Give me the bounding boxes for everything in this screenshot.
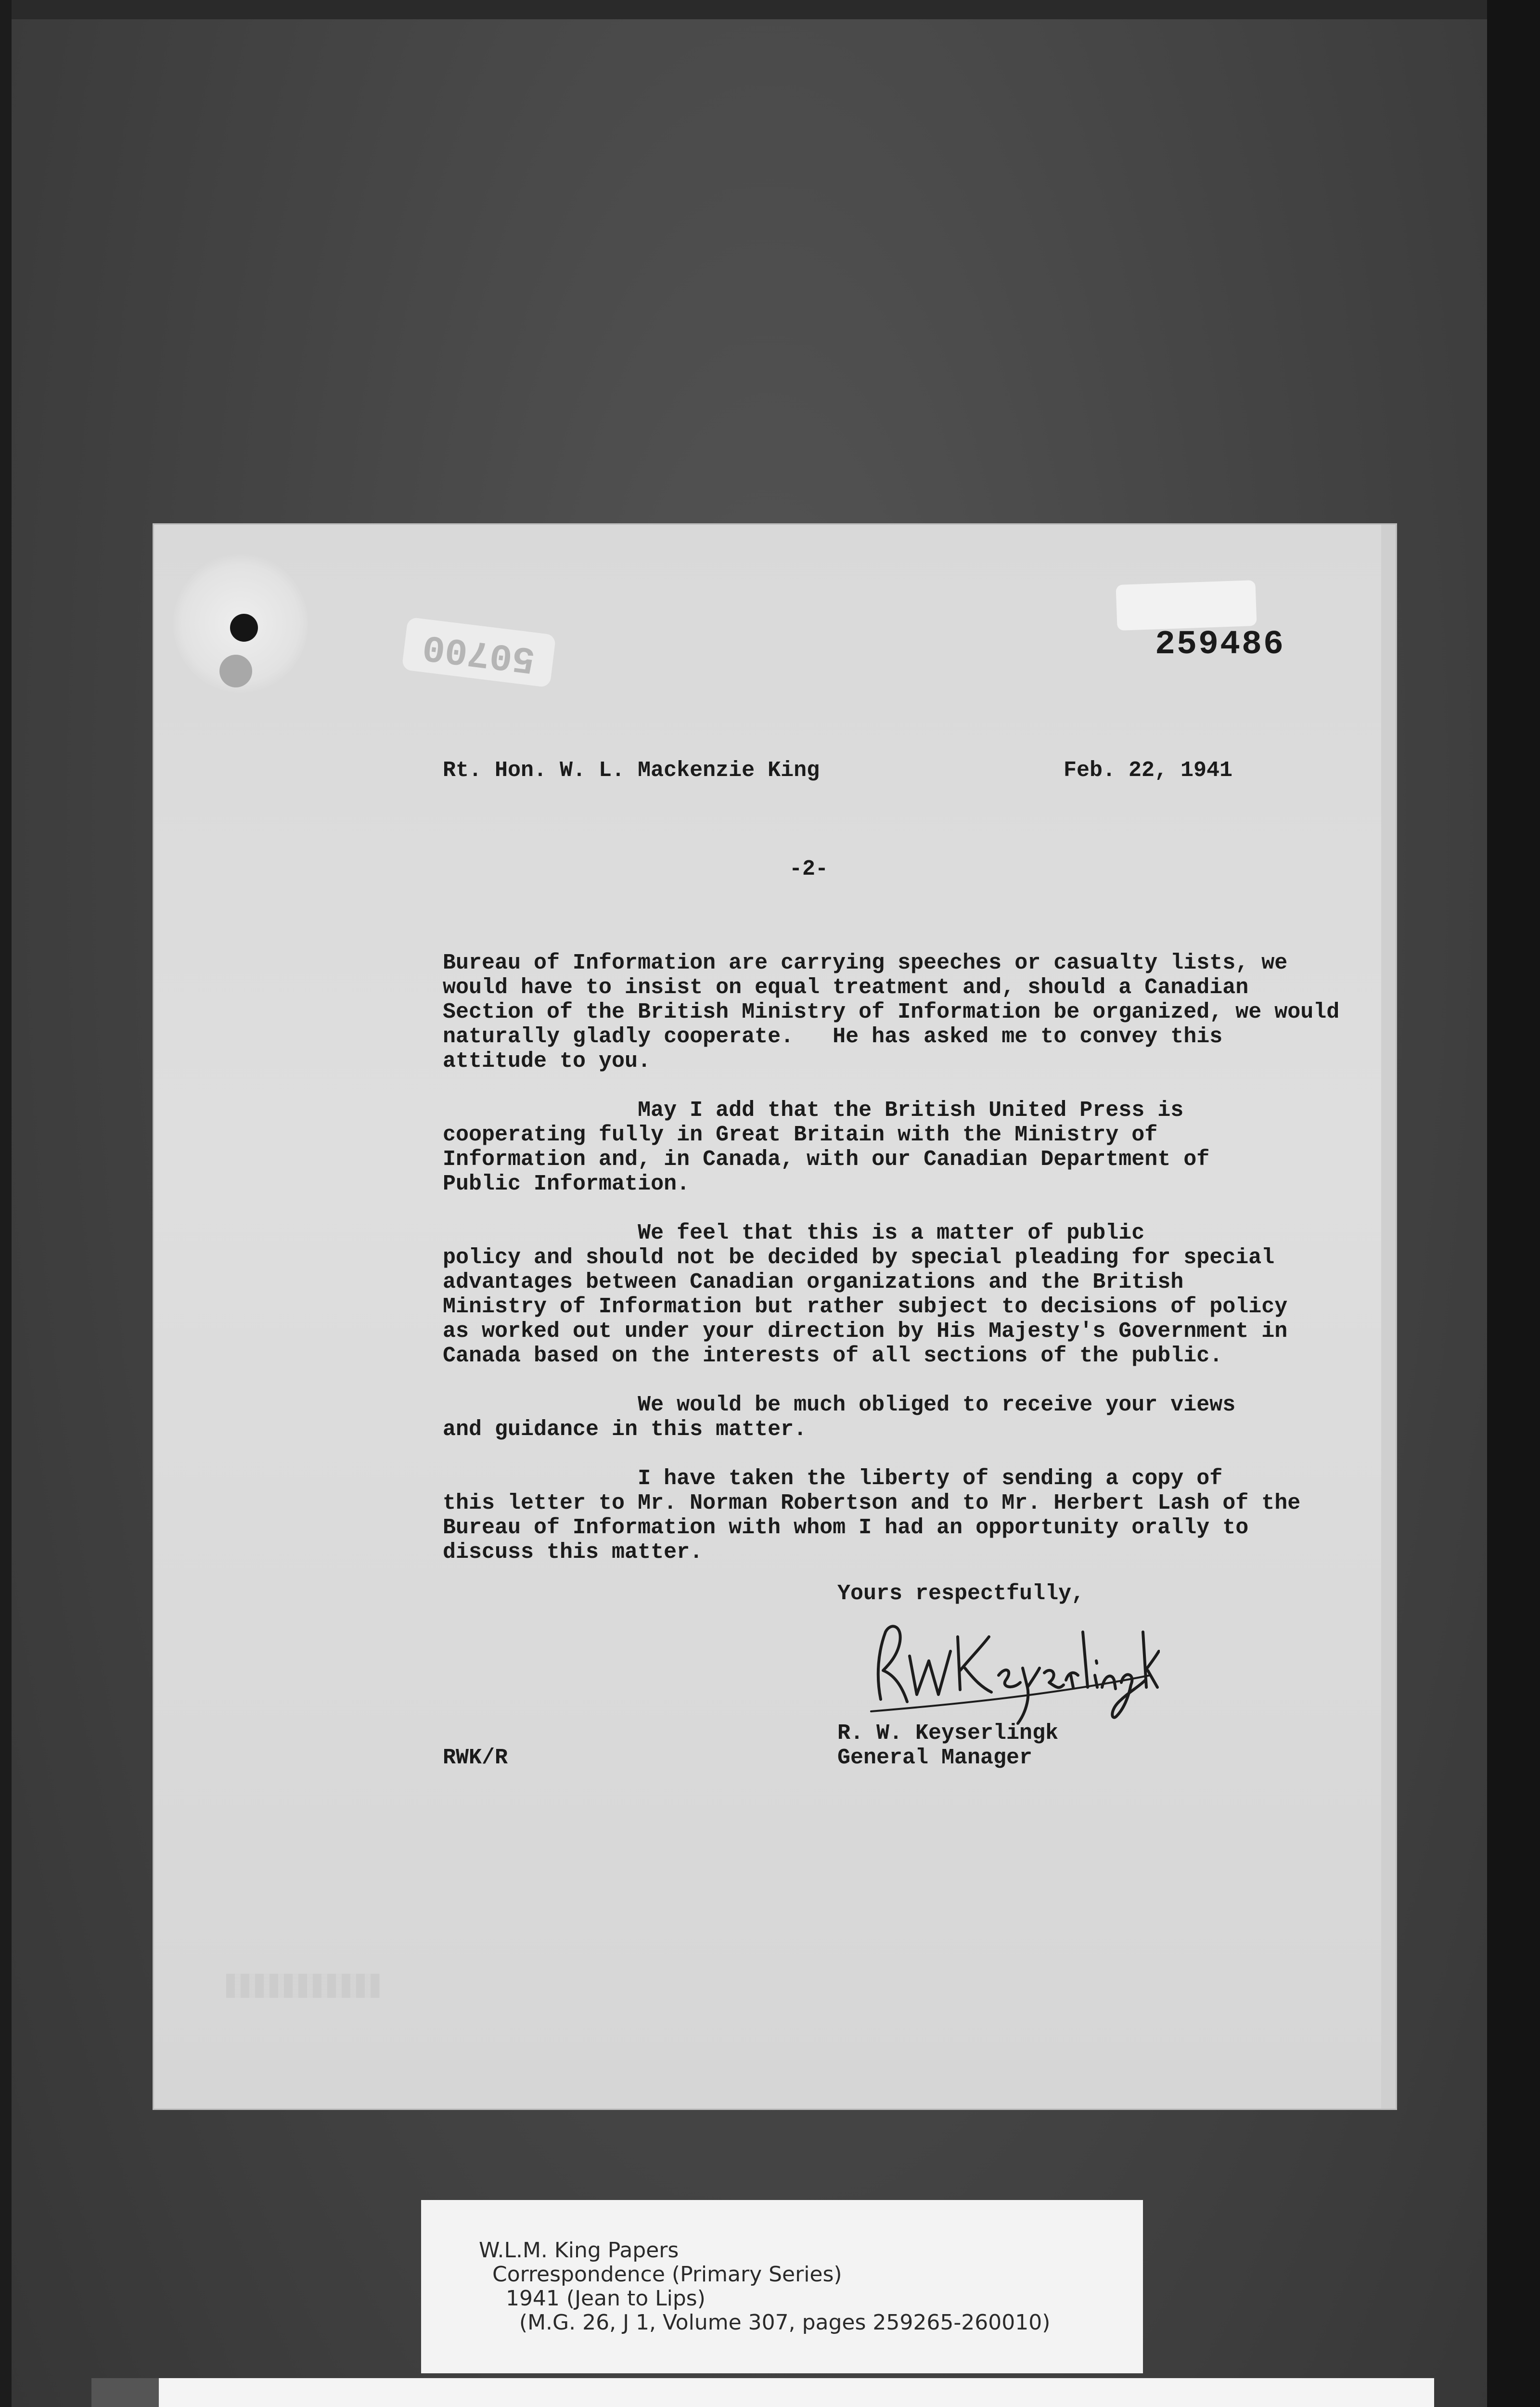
body-line: Bureau of Information are carrying speeches or casualty lists, we [443, 951, 1288, 975]
body-line: Public Information. [443, 1172, 690, 1196]
film-edge-right [1487, 0, 1540, 2407]
punch-hole-icon [230, 614, 258, 642]
file-stamp [401, 617, 556, 688]
body-line: Bureau of Information with whom I had an opportunity orally to [443, 1515, 1249, 1540]
signer-title: General Manager [837, 1746, 1033, 1770]
reference-line: Correspondence (Primary Series) [479, 2262, 842, 2287]
addressee: Rt. Hon. W. L. Mackenzie King [443, 758, 820, 783]
body-line: and guidance in this matter. [443, 1417, 807, 1442]
closing: Yours respectfully, [837, 1581, 1085, 1606]
body-line: Ministry of Information but rather subject to decisions of policy [443, 1294, 1288, 1319]
body-line: as worked out under your direction by His Majesty's Government in [443, 1319, 1288, 1344]
body-line: Section of the British Ministry of Information be organized, we would [443, 1000, 1340, 1024]
typist-initials: RWK/R [443, 1746, 508, 1770]
body-line: Canada based on the interests of all sections of the public. [443, 1344, 1223, 1368]
body-line: We would be much obliged to receive your views [443, 1393, 1236, 1417]
body-line: advantages between Canadian organizations and the British [443, 1270, 1184, 1294]
reference-card [421, 2200, 1143, 2373]
film-edge-left [0, 0, 12, 2407]
body-line: cooperating fully in Great Britain with the Ministry of [443, 1123, 1158, 1147]
letter-date: Feb. 22, 1941 [1064, 758, 1233, 783]
reference-line: 1941 (Jean to Lips) [479, 2286, 706, 2311]
body-line: May I add that the British United Press is [443, 1098, 1184, 1123]
letter-page [154, 525, 1396, 2109]
file-stamp-number: 50700 [420, 624, 538, 680]
label-tape [91, 2378, 159, 2407]
film-edge-top [0, 0, 1540, 19]
body-line: I have taken the liberty of sending a copy of [443, 1466, 1223, 1491]
body-line: We feel that this is a matter of public [443, 1221, 1145, 1245]
tape-patch [1116, 580, 1257, 631]
body-line: would have to insist on equal treatment and, should a Canadian [443, 975, 1249, 1000]
body-line: this letter to Mr. Norman Robertson and to Mr. Herbert Lash of the [443, 1491, 1301, 1515]
faded-mark [226, 1974, 380, 1998]
body-line: attitude to you. [443, 1049, 651, 1074]
reference-line: (M.G. 26, J 1, Volume 307, pages 259265-260010) [479, 2310, 1051, 2335]
handwritten-signature [861, 1603, 1160, 1733]
body-line: discuss this matter. [443, 1540, 703, 1565]
body-line: policy and should not be decided by special pleading for special [443, 1245, 1275, 1270]
document-number: 259486 [1155, 626, 1285, 664]
body-line: naturally gladly cooperate. He has asked me to convey this [443, 1024, 1223, 1049]
body-line: Information and, in Canada, with our Canadian Department of [443, 1147, 1210, 1172]
reference-line: W.L.M. King Papers [479, 2238, 679, 2263]
archives-label [144, 2378, 1434, 2407]
page-edge [1381, 525, 1396, 2109]
page-marker: -2- [789, 857, 829, 881]
punch-hole-icon [219, 655, 252, 687]
signature-name: R. W. Keyserlingk [837, 1721, 1059, 1746]
